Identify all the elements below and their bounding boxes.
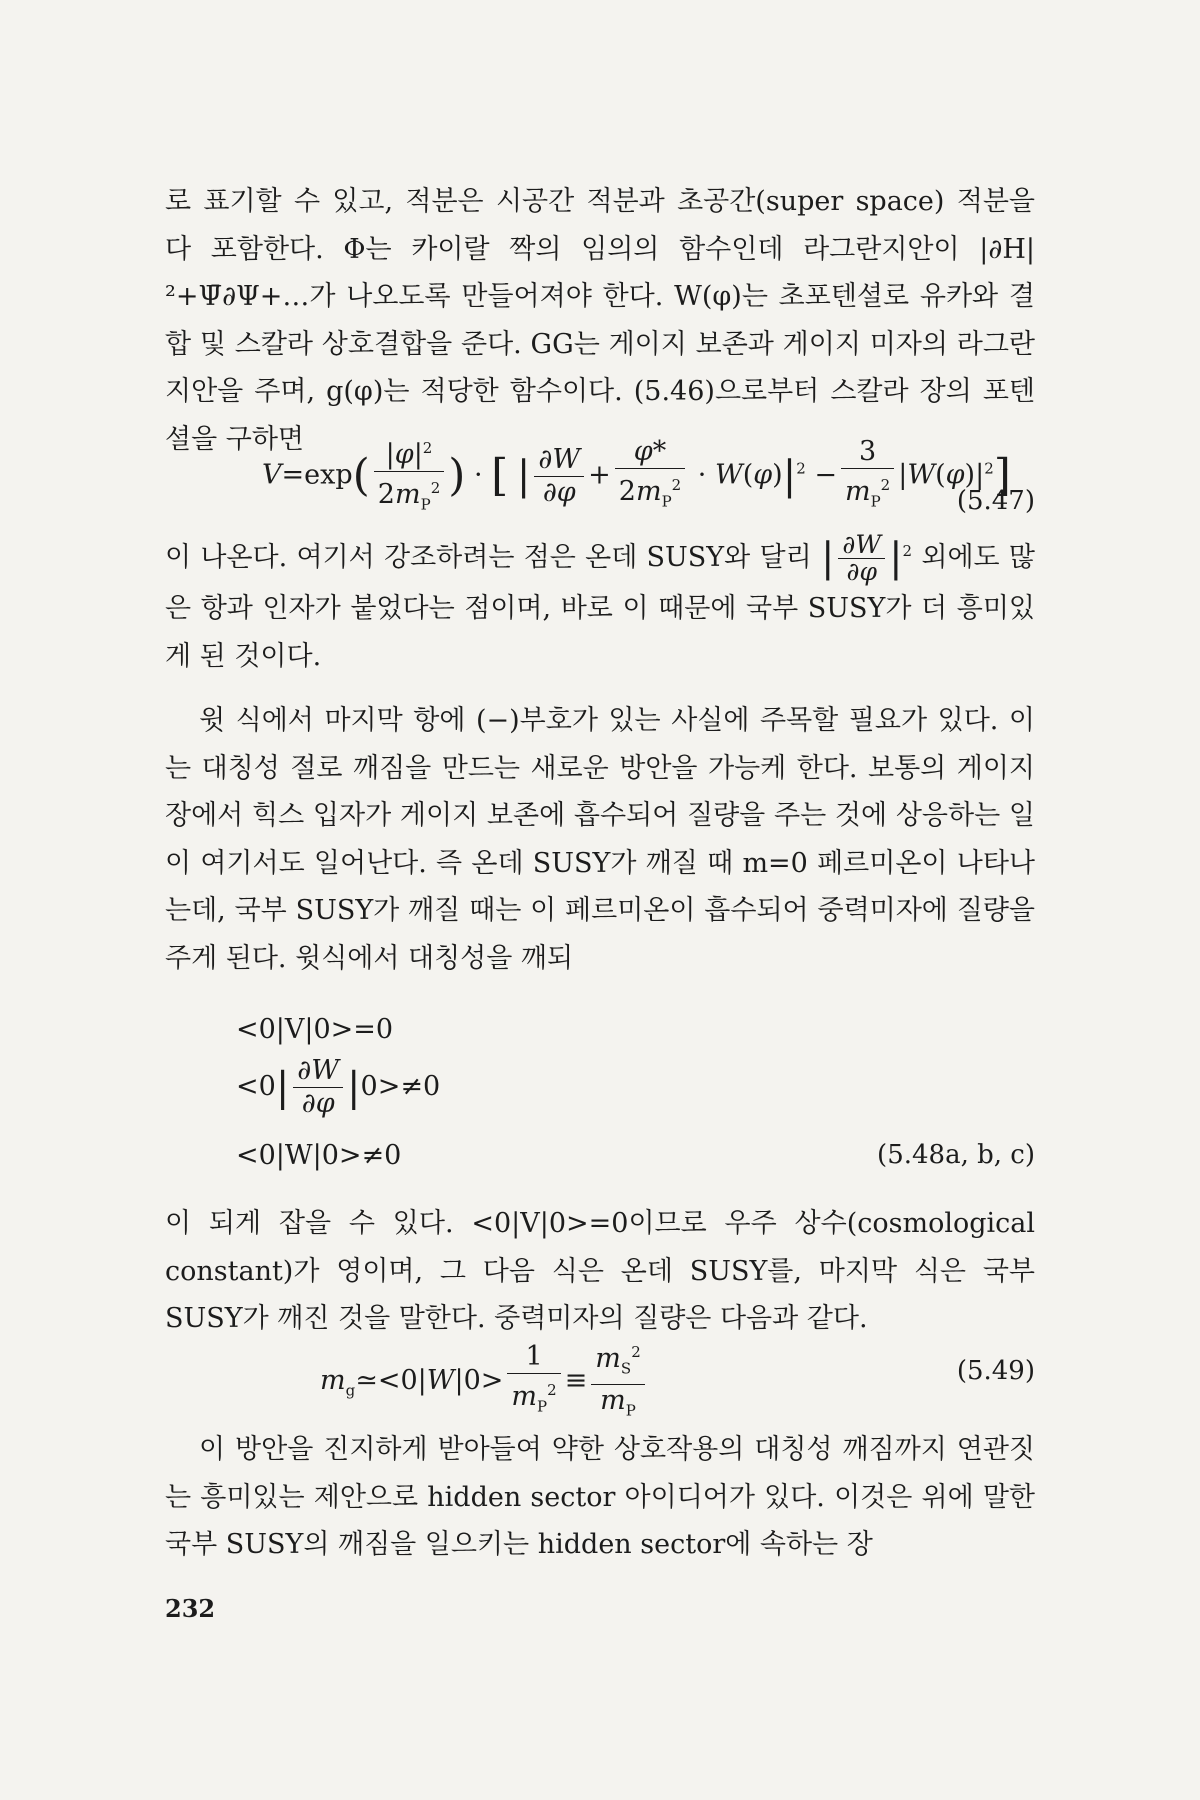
paragraph-3: 윗 식에서 마지막 항에 (−)부호가 있는 사실에 주목할 필요가 있다. 이는 대칭성 절로 깨짐을 만드는 새로운 방안을 가능케 한다. 보통의 게이지 장에서 힉스 입자가 게이지 보존에 흡수되어 질량을 주는 것에 상응하는 일이 여기서도 일어난다. 즉 온데 SUSY가 깨질 때 m=0 페르미온이 나타나는데, 국부 SUSY가 깨질 때는 이 페르미온이 흡수되어 중력미자에 질량을 주게 된다. 윗식에서 대칭성을 깨되	[165, 705, 1035, 974]
equation-5-47: V=exp( $\frac{|\varphi|^2}{2m_P^2}$ ) · [ | $\frac{\partial W}{\partial\varphi}$ + $\frac{\varphi*}{2m_P^2}$ · $W(\varphi)|^2$ − $\frac{3}{m_P^2}$ $|W(\varphi)|^2$]	[262, 432, 1011, 520]
equation-number-5-47: (5.47)	[956, 486, 1035, 516]
paragraph-2-text-b: 외에도 많은 항과 인자가 붙었다는 점이며, 바로 이 때문에 국부 SUSY가 더 흥미있게 된 것이다.	[165, 542, 1035, 672]
equation-number-5-48: (5.48a, b, c)	[877, 1140, 1035, 1170]
page-number: 232	[165, 1594, 216, 1623]
paragraph-4: 이 되게 잡을 수 있다. <0|V|0>=0이므로 우주 상수(cosmological constant)가 영이며, 그 다음 식은 온데 SUSY를, 마지막 식은 국부 SUSY가 깨진 것을 말한다. 중력미자의 질량은 다음과 같다.	[165, 1208, 1035, 1334]
paragraph-1: 로 표기할 수 있고, 적분은 시공간 적분과 초공간(super space) 적분을 다 포함한다. Φ는 카이랄 짝의 임의의 함수인데 라그란지안이 |∂H|²+Ψ̄∂Ψ+…가 나오도록 만들어져야 한다. W(φ)는 초포텐셜로 유카와 결합 및 스칼라 상호결합을 준다. GG는 게이지 보존과 게이지 미자의 라그란지안을 주며, g(φ)는 적당한 함수이다. (5.46)으로부터 스칼라 장의 포텐셜을 구하면	[165, 186, 1035, 455]
equation-5-49: $m_g≃<0|W|0>$ $\frac{1}{m_P^2}$ ≡ $\frac{m_S^2}{m_P}$	[320, 1336, 649, 1427]
equation-number-5-49: (5.49)	[956, 1356, 1035, 1386]
equation-5-48a: <0|V|0>=0	[236, 1014, 394, 1045]
paragraph-2	[165, 528, 1035, 680]
paragraph-5: 이 방안을 진지하게 받아들여 약한 상호작용의 대칭성 깨짐까지 연관짓는 흥미있는 제안으로 hidden sector 아이디어가 있다. 이것은 위에 말한 국부 SUSY의 깨짐을 일으키는 hidden sector에 속하는 장	[165, 1434, 1035, 1560]
equation-5-48b: <0| $\frac{\partial W}{\partial\varphi}$ |0>≠0	[236, 1055, 441, 1119]
paragraph-2-text-a: 이 나온다. 여기서 강조하려는 점은 온데 SUSY와 달리	[165, 542, 812, 573]
equation-5-48c: <0|W|0>≠0	[236, 1140, 402, 1171]
inline-fraction-dW-dphi: | $\frac{\partial W}{\partial\varphi}$ $|^2$	[820, 530, 913, 586]
